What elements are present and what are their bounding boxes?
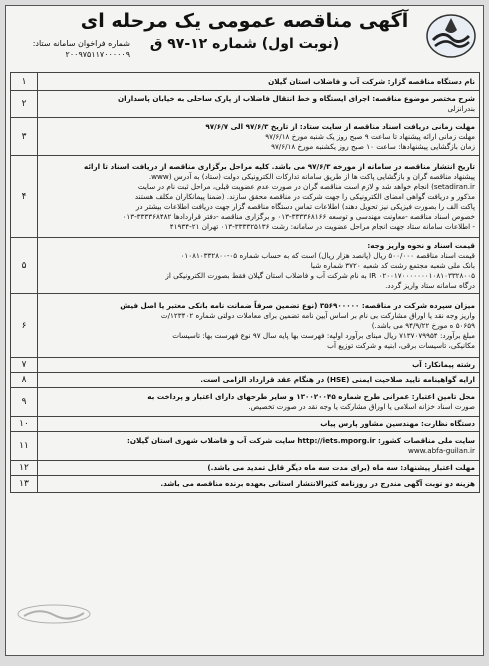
row-number: ۴ xyxy=(11,156,38,238)
row-text-line: مکانیکی، تاسیسات برقی، ابنیه و شرکت توزیع آب xyxy=(327,340,475,350)
row-text-line: پیشنهاد مناقصه گران و بازگشایی پاکت ها از طریق سامانه تدارکات الکترونیکی دولت (ستاد) به آدرس (www. xyxy=(148,171,475,181)
notice-code-label: شماره فراخوان سامانه ستاد: xyxy=(32,39,130,48)
row-number: ۲ xyxy=(11,91,38,118)
row-text-line: مذکور و دریافت گواهی امضای الکترونیکی را جهت شرکت در مناقصه محقق سازند. (ضمنا پیمانکاران مکلف هستند xyxy=(134,191,475,201)
row-content xyxy=(38,91,480,118)
row-text-line: شرح مختصر موضوع مناقصه: اجرای ایستگاه و خط انتقال فاضلاب از پارک ساحلی به خیابان پاسداران xyxy=(118,94,475,103)
row-content xyxy=(38,238,480,294)
row-text-line: تاریخ انتشار مناقصه در سامانه از مورخه ۹۷/۶/۳ می باشد. کلیه مراحل برگزاری مناقصه از دریافت اسناد تا ارائه xyxy=(83,161,475,171)
notice-header xyxy=(6,6,483,68)
row-text-line: خصوص اسناد مناقصه -معاونت مهندسی و توسعه ۳۳۳۳۶۸۱۶۶-۰۱۳ و برگزاری مناقصه -دفتر قراردادها ۳۳۳۳۶۸۴۸۲-۰۱۳ xyxy=(122,211,475,221)
row-text-line: مهلت زمانی ارائه پیشنهاد تا ساعت ۹ صبح روز یک شنبه مورخ ۹۷/۶/۱۸ xyxy=(265,131,475,141)
row-text-line: مهلت اعتبار پیشنهاد: سه ماه (برای مدت سه ماه دیگر قابل تمدید می باشد.) xyxy=(207,463,475,472)
row-number: ۵ xyxy=(11,238,38,294)
row-text-line: - اطلاعات سامانه ستاد جهت انجام مراحل عضویت در سامانه: رشت ۳۳۳۳۲۵۱۳۶-۰۱۳ تهران ۲۱-۴۱۹۳۴ xyxy=(169,221,475,231)
row-number: ۱ xyxy=(11,73,38,91)
row-content xyxy=(38,73,480,91)
row-text-line: www.abfa-guilan.ir xyxy=(407,446,475,455)
row-number: ۱۰ xyxy=(11,417,38,432)
row-content xyxy=(38,388,480,417)
row-number: ۸ xyxy=(11,373,38,388)
row-number: ۷ xyxy=(11,358,38,373)
row-text-line: بانک ملی شعبه مجتمع رشت کد شعبه ۳۷۲۰ شماره شبا xyxy=(310,260,475,270)
row-number: ۹ xyxy=(11,388,38,417)
table-row xyxy=(11,461,480,476)
row-text-line: مبلغ برآورد: ۷۱۳۷۰۷۹۹۵۴ ریال مبنای برآورد اولیه: فهرست بها پایه سال ۹۷ نوع فهرست بها: تاسیسات xyxy=(172,330,475,340)
row-number: ۳ xyxy=(11,118,38,156)
row-content xyxy=(38,156,480,238)
row-content xyxy=(38,373,480,388)
row-content xyxy=(38,417,480,432)
table-row xyxy=(11,91,480,118)
row-text-line: قیمت اسناد مناقصه ۵۰۰/۰۰۰ ریال (پانصد هزار ریال) است که به حساب شماره ۰۵-۰۱۰۸۱۰۳۳۲۸۰۰ xyxy=(180,250,475,260)
row-text-line: واریز وجه نقد یا اوراق مشارکت بی نام بر اساس آیین نامه تضمین برای معاملات دولتی شماره ۱۲۳۴۰۲/ت xyxy=(160,310,475,320)
row-content xyxy=(38,461,480,476)
row-number: ۱۱ xyxy=(11,432,38,461)
row-text-line: محل تامین اعتبار: عمرانی طرح شماره ۱۳۰۰۲۰۰۴۵ و سایر طرحهای دارای اعتبار و پرداخت به xyxy=(147,392,475,401)
table-row xyxy=(11,476,480,493)
notice-code-value: ۲۰۰۹۷۵۱۱۷۰۰۰۰۰۹ xyxy=(65,50,130,59)
row-text-line: قیمت اسناد و نحوه واریز وجه: xyxy=(367,240,475,250)
row-text-line: میزان سپرده شرکت در مناقصه: ۳۵۶۹۰۰۰۰۰ (نوع تضمین صرفاً ضمانت نامه بانکی معتبر یا اصل فیش xyxy=(120,300,475,310)
notice-subtitle: (نوبت اول) شماره ۱۲-۹۷ ق xyxy=(149,36,340,52)
row-text-line: سایت ملی مناقصات کشور: http://iets.mporg.ir سایت شرکت آب و فاضلاب شهری استان گیلان: xyxy=(127,436,475,445)
row-text-line: ارایه گواهینامه تایید صلاحیت ایمنی (HSE) در هنگام عقد قرارداد الزامی است. xyxy=(200,375,475,384)
row-text-line: درگاه سامانه ستاد واریز گردد. xyxy=(385,280,475,290)
company-watermark-icon xyxy=(14,603,94,625)
row-text-line: رشته پیمانکار: آب xyxy=(412,360,475,369)
row-text-line: صورت اسناد خزانه اسلامی یا اوراق مشارکت یا وجه نقد در صورت تخصیص. xyxy=(248,402,475,411)
table-row xyxy=(11,238,480,294)
row-text-line: نام دستگاه مناقصه گزار: شرکت آب و فاضلاب استان گیلان xyxy=(268,76,475,86)
table-row xyxy=(11,294,480,358)
row-number: ۱۳ xyxy=(11,476,38,493)
row-text-line: setadiran.ir) انجام خواهد شد و لازم است مناقصه گران در صورت عدم عضویت قبلی، مراحل ثبت نام در سایت xyxy=(137,181,475,191)
row-number: ۶ xyxy=(11,294,38,358)
row-number: ۱۲ xyxy=(11,461,38,476)
tender-details-table xyxy=(10,72,480,493)
row-text-line: زمان بازگشایی پیشنهادها: ساعت ۱۰ صبح روز یکشنبه مورخ ۹۷/۶/۱۸ xyxy=(271,141,475,151)
row-text-line: دستگاه نظارت: مهندسین مشاور پارس پیاب xyxy=(320,419,475,428)
row-content xyxy=(38,294,480,358)
table-row xyxy=(11,73,480,91)
row-text-line: ۵۰۶۵۹ ه مورخ ۹۴/۹/۲۲ می باشد.) xyxy=(371,320,475,330)
notice-title: آگهی مناقصه عمومی یک مرحله ای xyxy=(80,10,409,32)
table-row xyxy=(11,156,480,238)
row-text-line: هزینه دو نوبت آگهی مندرج در روزنامه کثیرالانتشار استانی بعهده برنده مناقصه می باشد. xyxy=(160,479,475,488)
tender-notice-page xyxy=(5,5,484,656)
row-content xyxy=(38,358,480,373)
water-company-logo-icon xyxy=(425,12,477,60)
row-text-line: بندرانزلی xyxy=(447,104,475,113)
table-row xyxy=(11,358,480,373)
row-content xyxy=(38,476,480,493)
table-row xyxy=(11,373,480,388)
row-text-line: پاکت الف را بصورت فیزیکی نیز تحویل دهند) اطلاعات تماس دستگاه مناقصه گزار جهت دریافت اطلاعات بیشتر در xyxy=(135,201,475,211)
row-content xyxy=(38,118,480,156)
notice-code-box xyxy=(10,38,130,60)
table-row xyxy=(11,432,480,461)
table-row xyxy=(11,388,480,417)
row-text-line: IR ۰۲۰۰۱۷۰۰۰۰۰۰۰۱۰۸۱۰۳۳۲۸۰۰۵ به نام شرکت آب و فاضلاب استان گیلان فقط بصورت الکترونیکی از xyxy=(165,270,475,280)
row-content xyxy=(38,432,480,461)
table-row xyxy=(11,417,480,432)
table-row xyxy=(11,118,480,156)
row-text-line: مهلت زمانی دریافت اسناد مناقصه از سایت ستاد: از تاریخ ۹۷/۶/۳ الی ۹۷/۶/۷ xyxy=(205,121,475,131)
